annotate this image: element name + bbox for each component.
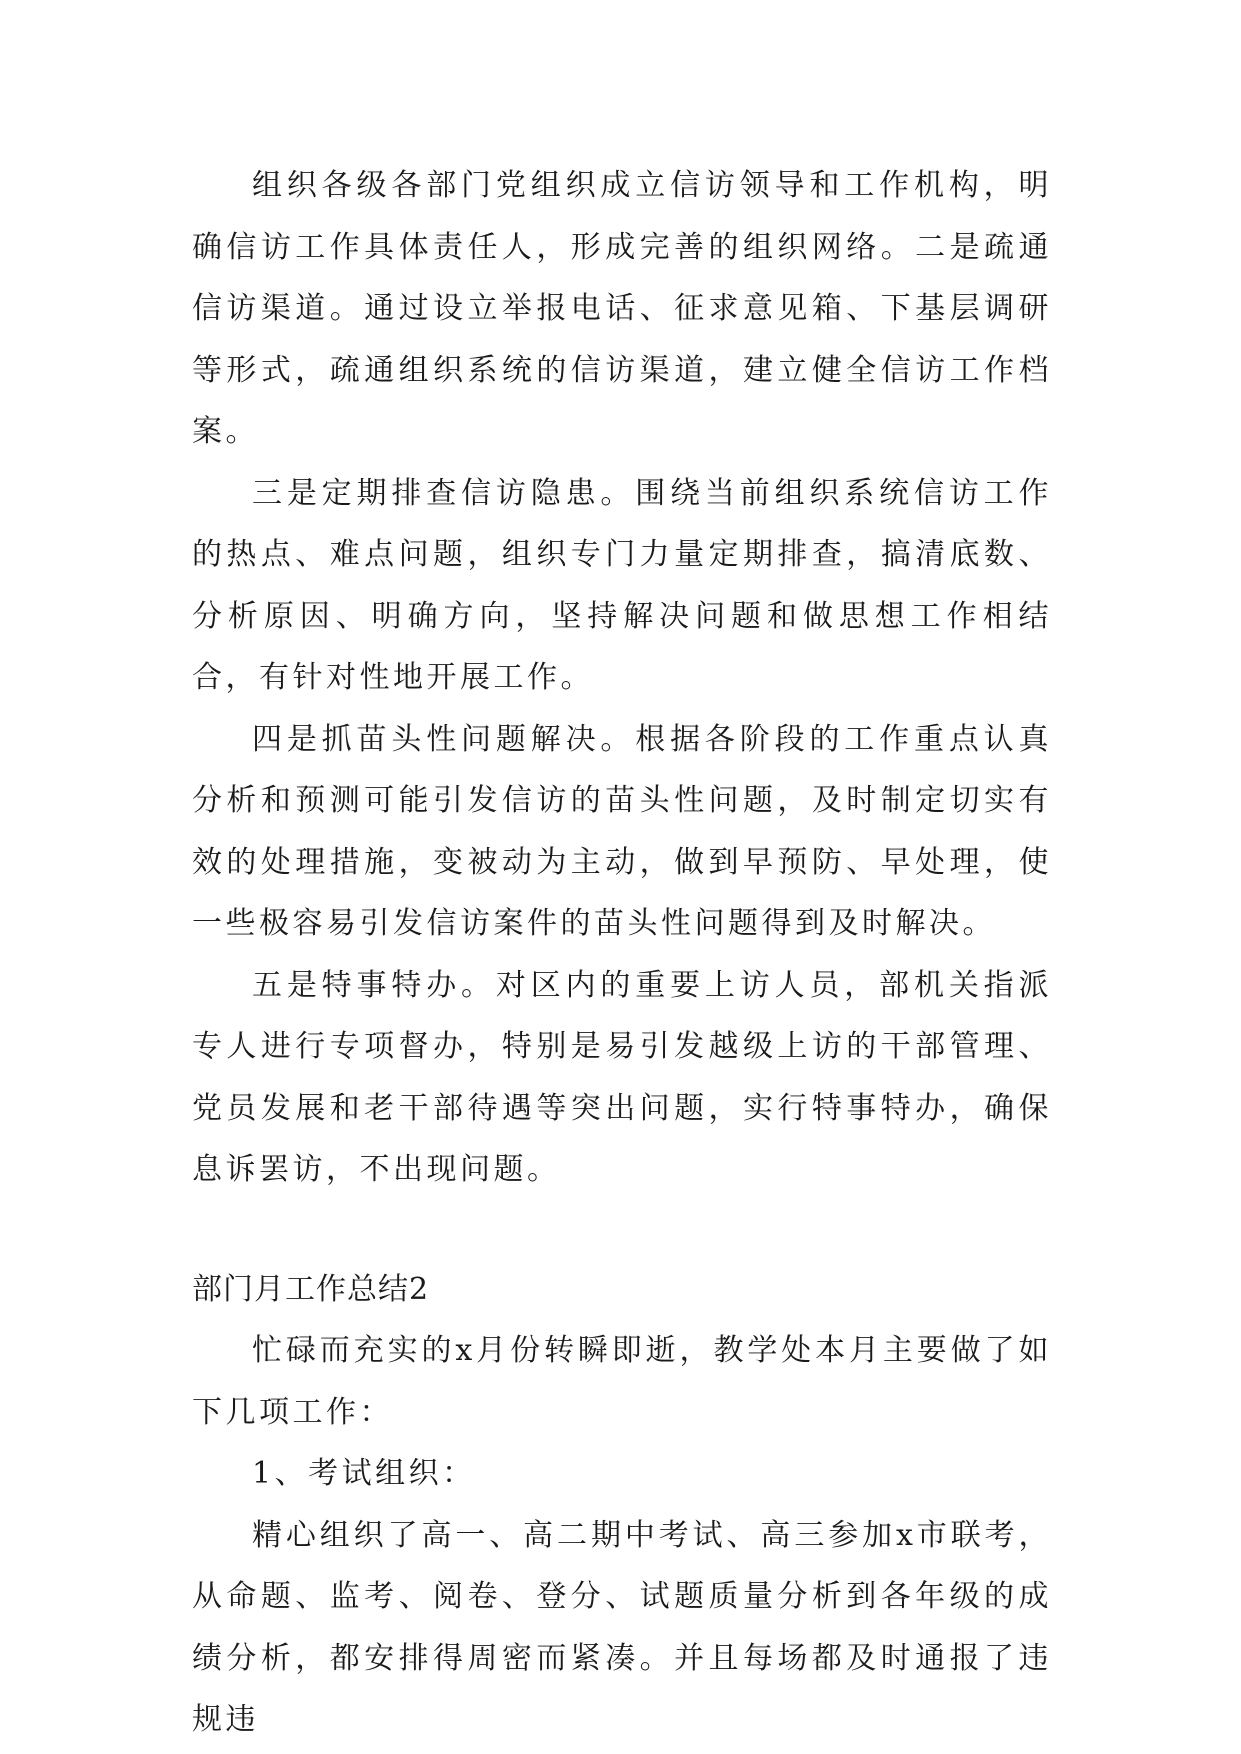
paragraph: 五是特事特办。对区内的重要上访人员，部机关指派专人进行专项督办，特别是易引发越级上访的干部管理、党员发展和老干部待遇等突出问题，实行特事特办，确保息诉罢访，不出现问题。 — [192, 967, 1052, 1187]
paragraph: 四是抓苗头性问题解决。根据各阶段的工作重点认真分析和预测可能引发信访的苗头性问题，及时制定切实有效的处理措施，变被动为主动，做到早预防、早处理，使一些极容易引发信访案件的苗头性问题得到及时解决。 — [192, 721, 1052, 941]
paragraph: 三是定期排查信访隐患。围绕当前组织系统信访工作的热点、难点问题，组织专门力量定期排查，搞清底数、分析原因、明确方向，坚持解决问题和做思想工作相结合，有针对性地开展工作。 — [192, 475, 1052, 695]
paragraph: 精心组织了高一、高二期中考试、高三参加x市联考，从命题、监考、阅卷、登分、试题质量分析到各年级的成绩分析，都安排得周密而紧凑。并且每场都及时通报了违规违 — [192, 1517, 1052, 1737]
section-title: 部门月工作总结2 — [192, 1271, 430, 1307]
paragraph: 组织各级各部门党组织成立信访领导和工作机构，明确信访工作具体责任人，形成完善的组织网络。二是疏通信访渠道。通过设立举报电话、征求意见箱、下基层调研等形式，疏通组织系统的信访渠道，建立健全信访工作档案。 — [192, 168, 1052, 449]
document-body — [192, 155, 1052, 1751]
paragraph: 忙碌而充实的x月份转瞬即逝，教学处本月主要做了如下几项工作： — [192, 1333, 1052, 1430]
list-item-heading: 1、考试组织： — [252, 1456, 476, 1491]
